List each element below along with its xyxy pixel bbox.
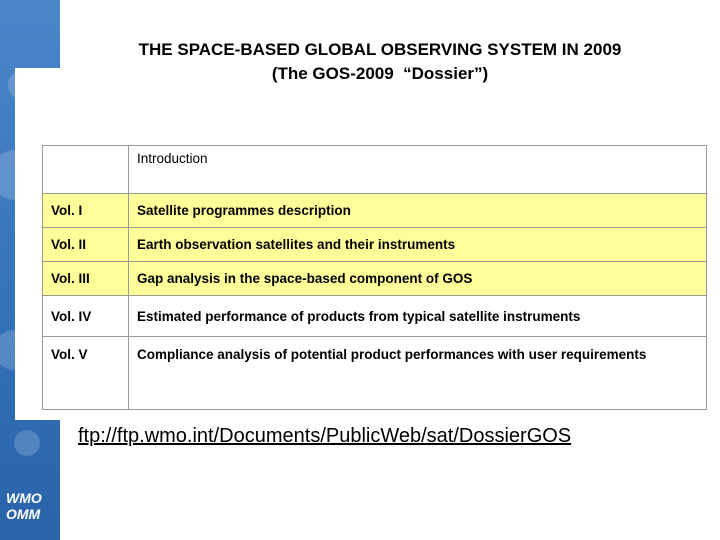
volume-cell: Vol. I <box>43 194 129 228</box>
description-cell: Introduction <box>129 146 707 194</box>
description-cell: Compliance analysis of potential product performances with user requirements <box>129 337 707 410</box>
description-cell: Gap analysis in the space-based component of GOS <box>129 262 707 296</box>
slide-title <box>60 38 700 86</box>
volume-cell: Vol. V <box>43 337 129 410</box>
table-row-introduction <box>43 146 707 194</box>
volume-cell: Vol. IV <box>43 296 129 337</box>
volume-cell: Vol. II <box>43 228 129 262</box>
logo-line-1: WMO <box>6 490 42 506</box>
description-cell: Estimated performance of products from typical satellite instruments <box>129 296 707 337</box>
decor-bubble <box>14 430 40 456</box>
dossier-volumes-table <box>42 145 707 410</box>
wmo-logo <box>6 490 56 522</box>
description-cell: Satellite programmes description <box>129 194 707 228</box>
description-cell: Earth observation satellites and their instruments <box>129 228 707 262</box>
dossier-ftp-link[interactable]: ftp://ftp.wmo.int/Documents/PublicWeb/sat/DossierGOS <box>78 425 572 447</box>
title-line-1: THE SPACE-BASED GLOBAL OBSERVING SYSTEM IN 2009 <box>138 40 622 59</box>
title-line-2: (The GOS-2009 “Dossier”) <box>271 64 489 83</box>
table-row <box>43 337 707 410</box>
table-row <box>43 262 707 296</box>
volume-cell <box>43 146 129 194</box>
table-row <box>43 194 707 228</box>
logo-line-2: OMM <box>6 506 41 522</box>
table-row <box>43 228 707 262</box>
volume-cell: Vol. III <box>43 262 129 296</box>
table-row <box>43 296 707 337</box>
